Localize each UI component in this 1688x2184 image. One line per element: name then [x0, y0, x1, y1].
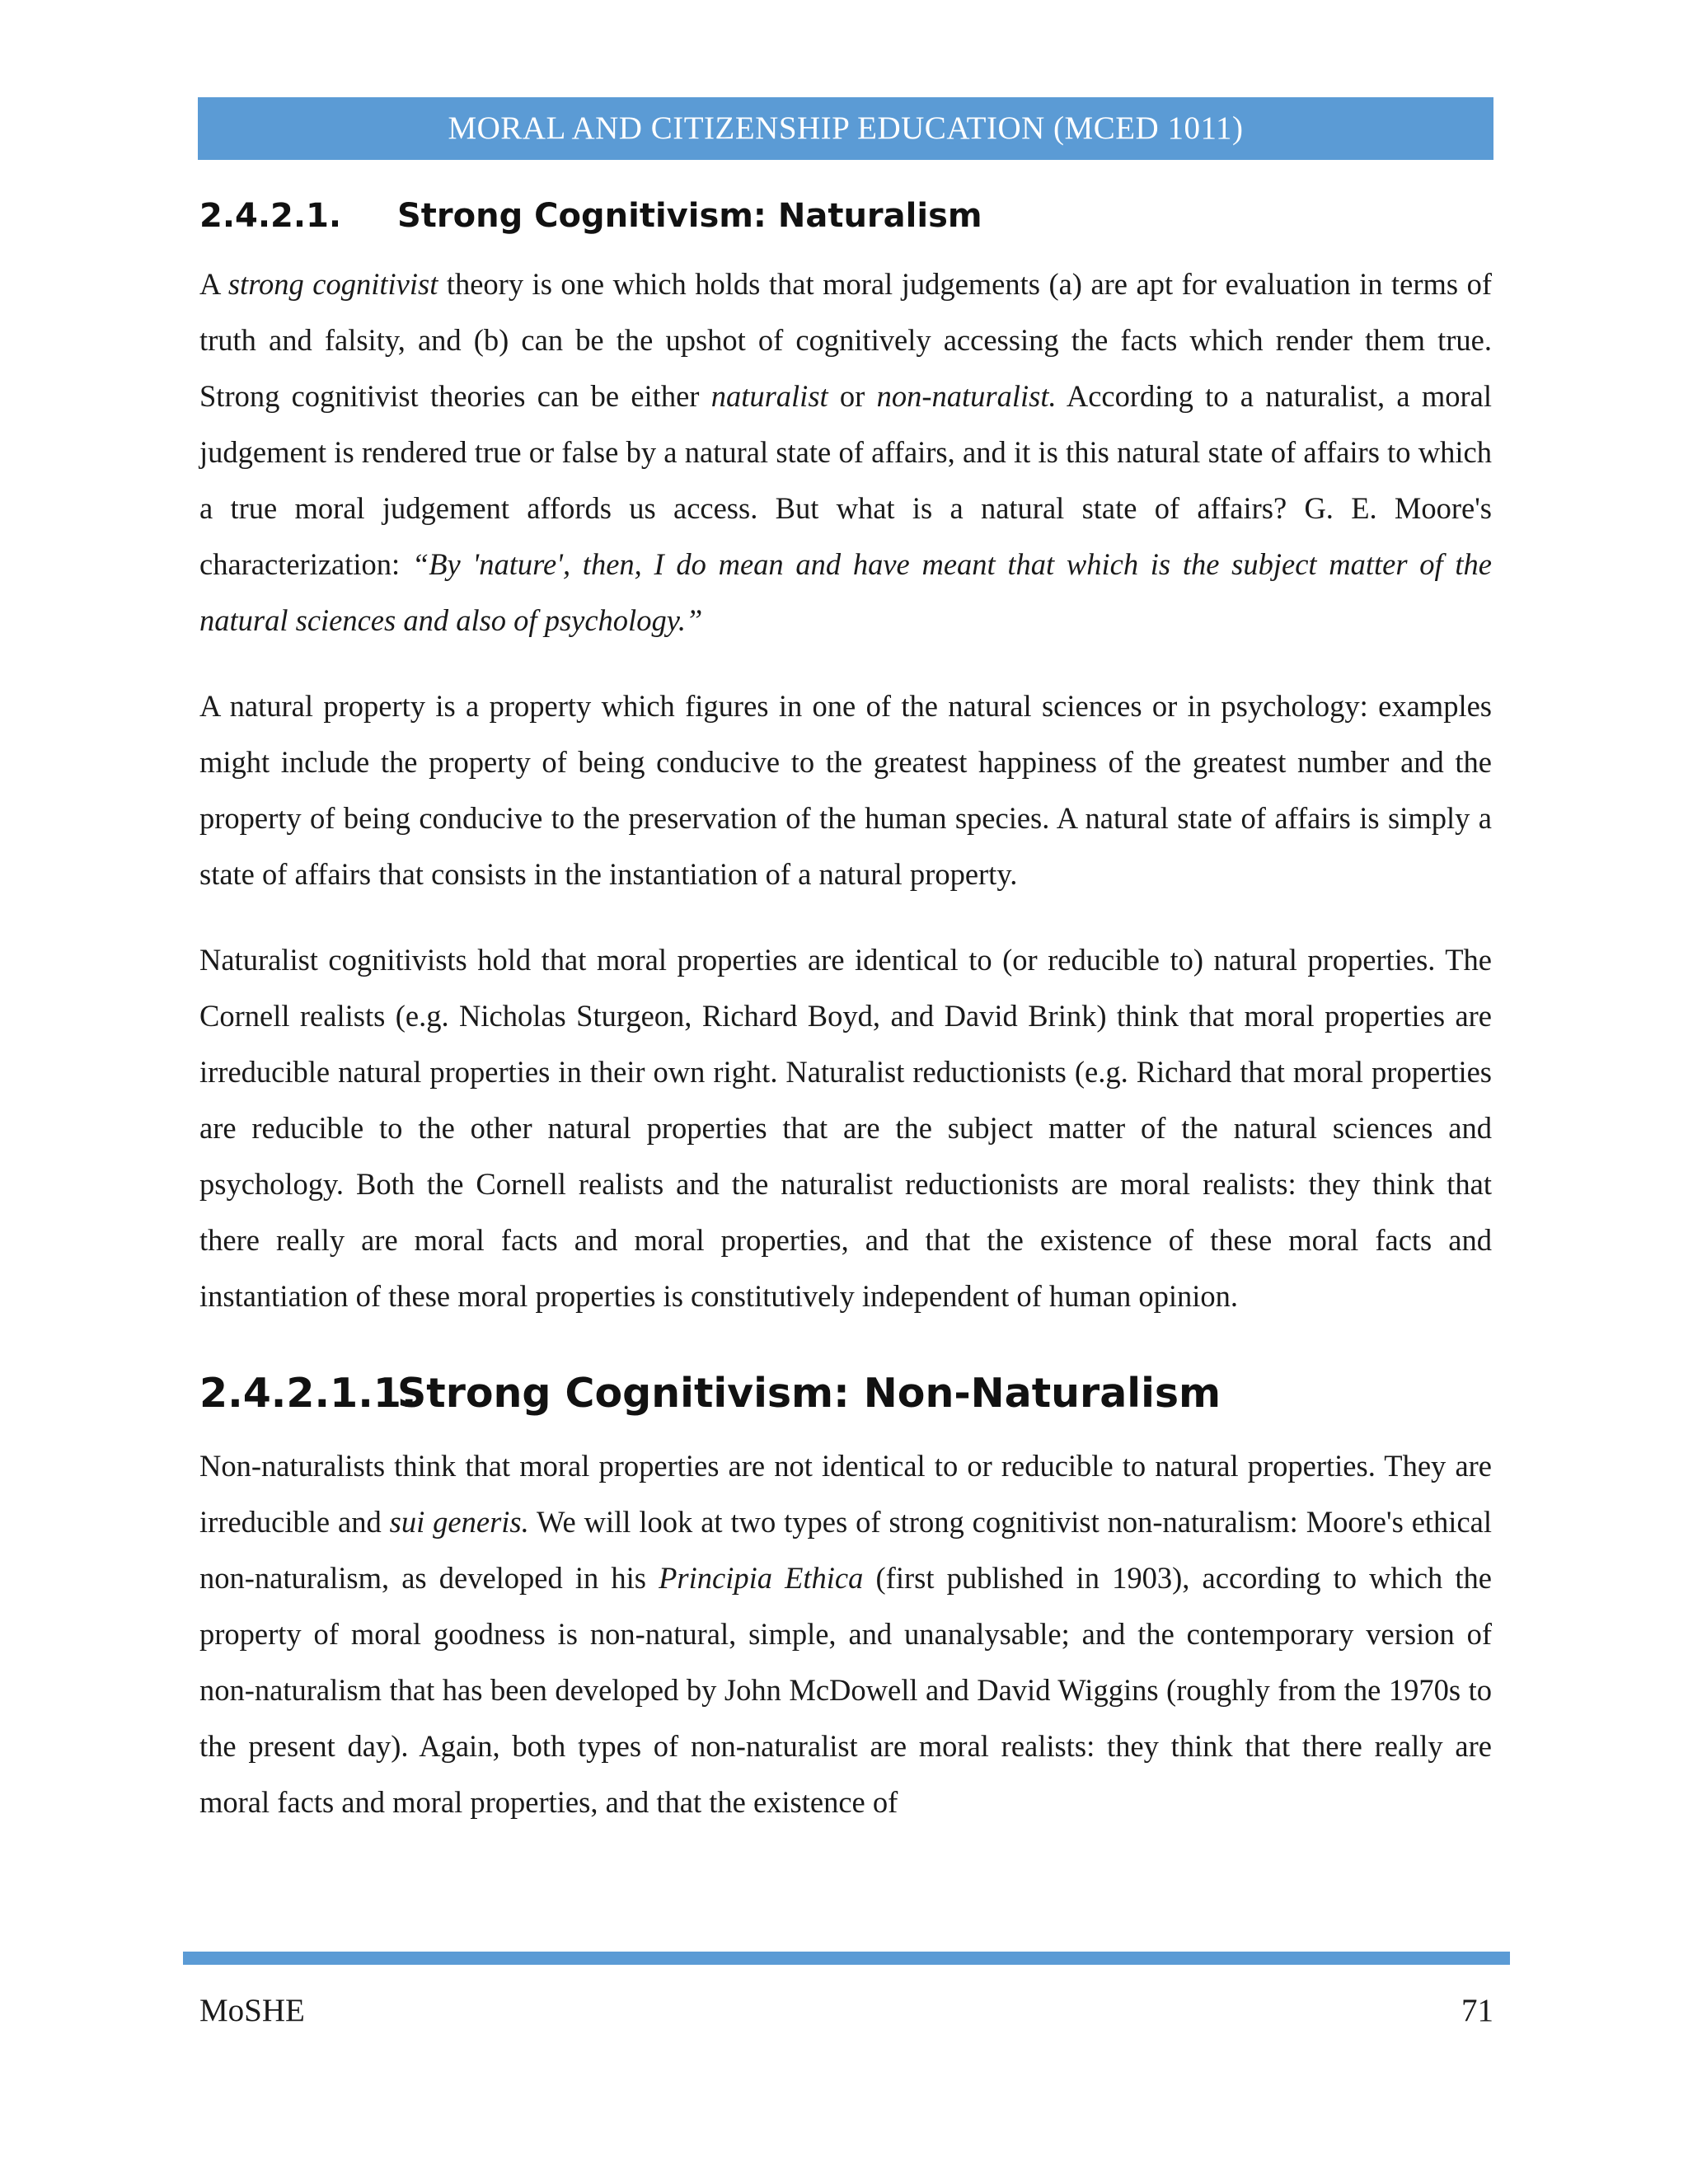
page-number: 71 [1461, 1993, 1493, 2028]
text-run: (first published in 1903), according to which the property of moral goodness is non-natural, simple, and unanalysable; and the contemporary version of non-naturalism that has been developed by John McDowell and David Wiggins (roughly from the 1970s to the present day). Again, both types of non-naturalist are moral realists: they think that there really are moral facts and moral properties, and that the existence of [199, 1561, 1493, 1819]
italic-term: sui generis. [389, 1505, 529, 1539]
paragraph-natural-property: A natural property is a property which figures in one of the natural sciences or in psychology: examples might include the property of being conducive to the greatest happiness of the greatest number and the property of being conducive to the preservation of the human species. A natural state of affairs is simply a state of affairs that consists in the instantiation of a natural property. [199, 689, 1492, 891]
running-header: MORAL AND CITIZENSHIP EDUCATION (MCED 1011) [198, 97, 1493, 160]
footer-publisher: MoSHE [199, 1993, 305, 2028]
italic-term: non-naturalist. [876, 379, 1057, 413]
book-title: Principia Ethica [659, 1561, 864, 1595]
text-run: We will look at two types of strong cognitivist non-naturalism: Moore's ethical non-naturalism, as developed in his [199, 1505, 1492, 1595]
italic-term: strong cognitivist [227, 267, 438, 301]
paragraph-non-naturalists [199, 1438, 1492, 1830]
paragraph-naturalist-cognitivists: Naturalist cognitivists hold that moral properties are identical to (or reducible to) natural properties. The Cornell realists (e.g. Nicholas Sturgeon, Richard Boyd, and David Brink) think that moral properties are irreducible natural properties in their own right. Naturalist reductionists (e.g. Richard that moral properties are reducible to the other natural properties that are the subject matter of the natural sciences and psychology. Both the Cornell realists and the naturalist reductionists are moral realists: they think that there really are moral facts and moral properties, and that the existence of these moral facts and instantiation of these moral properties is constitutively independent of human opinion. [199, 943, 1492, 1313]
section-heading-non-naturalism [199, 1361, 1492, 1427]
text-run: Non-naturalists think that moral properties are not identical to or reducible to natural properties. They are irreducible and [199, 1449, 1492, 1539]
section-number: 2.4.2.1.1. [199, 1370, 417, 1417]
text-run: A [199, 267, 228, 301]
moore-quote: “By 'nature', then, I do mean and have meant that which is the subject matter of the natural sciences and also of psychology.” [199, 547, 1492, 637]
italic-term: naturalist [710, 379, 828, 413]
section-number: 2.4.2.1. [199, 197, 342, 235]
text-run: theory is one which holds that moral judgements (a) are apt for evaluation in terms of truth and falsity, and (b) can be the upshot of cognitively accessing the facts which render them true. Strong cognitivist theories can be either [199, 267, 1492, 413]
page-content [199, 185, 1492, 1830]
footer-divider [183, 1952, 1510, 1965]
text-run: or [828, 379, 877, 413]
section-heading-naturalism [199, 185, 1492, 246]
paragraph-strong-cognitivist [199, 256, 1492, 649]
text-run: According to a naturalist, a moral judgement is rendered true or false by a natural state of affairs, and it is this natural state of affairs to which a true moral judgement affords us access. But what is a natural state of affairs? G. E. Moore's characterization: [199, 379, 1493, 581]
section-title: Strong Cognitivism: Non-Naturalism [397, 1370, 1221, 1417]
section-title: Strong Cognitivism: Naturalism [397, 197, 982, 235]
